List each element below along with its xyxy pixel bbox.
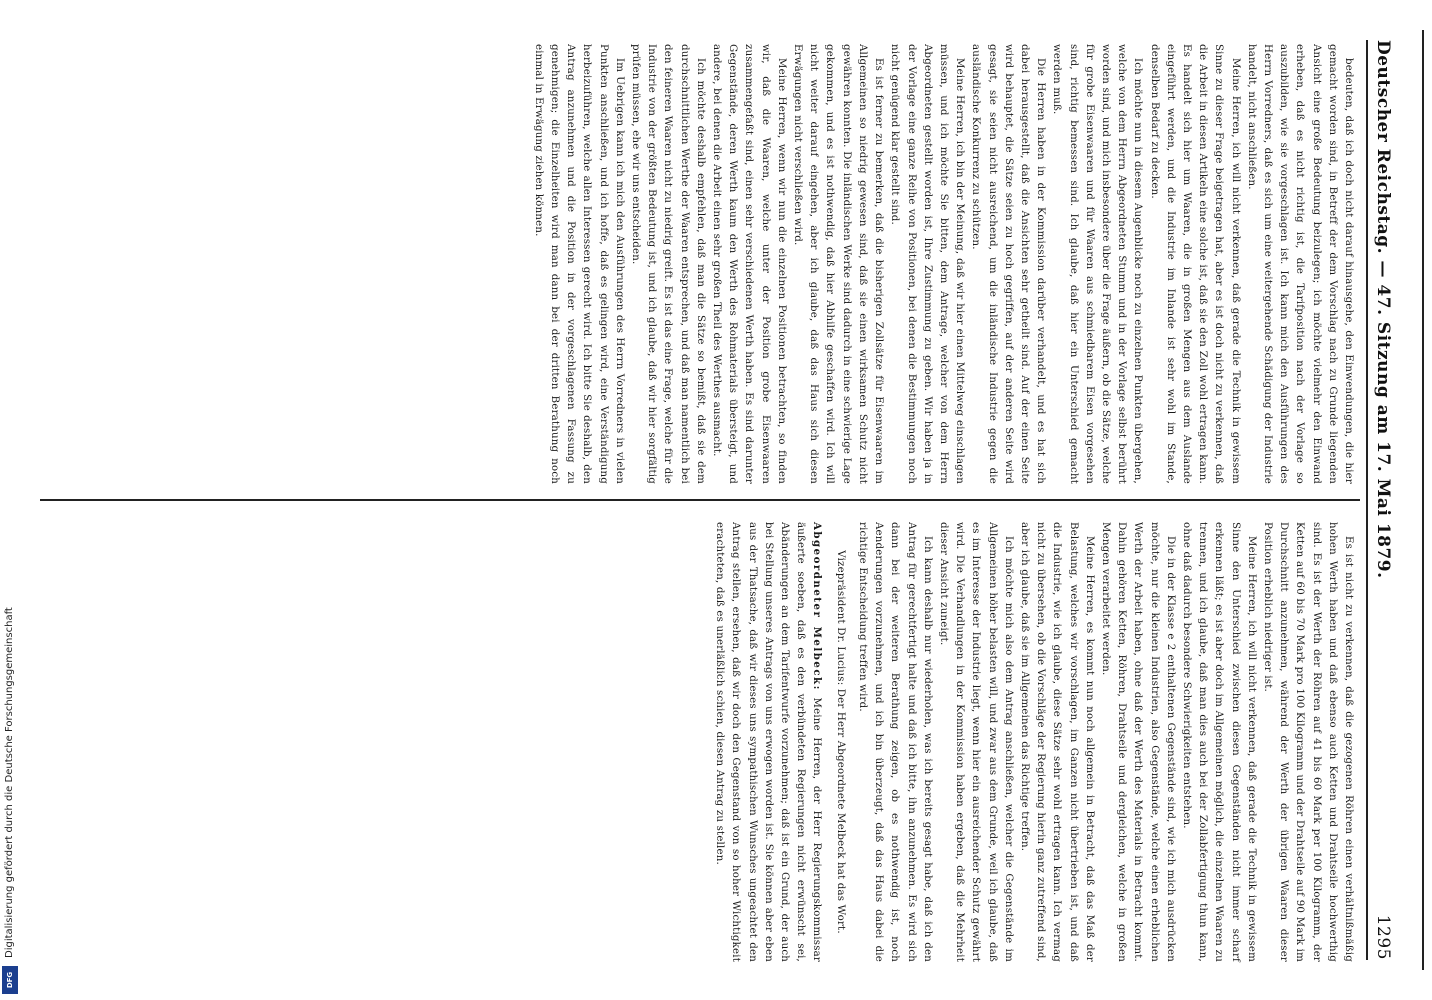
paragraph: Im Uebrigen kann ich mich den Ausführungen des Herrn Vorredners in vielen Punkten anschließen, und ich hoffe, daß es gelingen wird, eine Verständigung herbeizuführen, welche allen Interessen gerecht wird. Ich bitte Sie deshalb, den Antrag anzunehmen und die Position in der vorgeschlagenen Fassung zu genehmigen; die Einzelheiten wird man dann bei der dritten Berathung noch einmal in Erwägung ziehen können. [532, 44, 625, 484]
digitization-credit: Digitalisierung gefördert durch die Deutsche Forschungsgemeinschaft [4, 607, 15, 958]
paragraph: Ich möchte nun in diesem Augenblicke noch zu einzelnen Punkten übergehen, welche von dem Herrn Abgeordneten Stumm und in der Vorlage selbst berührt worden sind, und mich insbesondere über die Frage äußern, ob die Sätze, welche für grobe Eisenwaaren und für Waaren aus schmiedbarem Eisen vorgesehen sind, richtig bemessen sind. Ich glaube, daß hier ein Unterschied gemacht werden muß. [1051, 44, 1144, 484]
paragraph: Es ist ferner zu bemerken, daß die bisherigen Zollsätze für Eisenwaaren im Allgemeinen so niedrig gewesen sind, daß sie einen wirksamen Schutz nicht gewähren konnten. Die inländischen Werke sind dadurch in eine schwierige Lage gekommen, und es ist nothwendig, daß hier Abhilfe geschaffen wird. Ich will nicht weiter darauf eingehen, aber ich glaube, daß das Haus sich diesen Erwägungen nicht verschließen wird. [792, 44, 885, 484]
paragraph: Ich möchte mich also dem Antrag anschließen, welcher die Gegenstände im Allgemeinen höher belasten will, und zwar aus dem Grunde, weil ich glaube, daß es im Interesse der Industrie liegt, wenn hier ein ausreichender Schutz gewährt wird. Die Verhandlungen in der Kommission haben ergeben, daß die Mehrheit dieser Ansicht zuneigt. [937, 522, 1014, 962]
dfg-logo [2, 966, 18, 994]
paragraph: Es ist nicht zu verkennen, daß die gezogenen Röhren einen verhältnißmäßig hohen Werth haben und daß ebenso auch Ketten und Drahtseile hochwerthig sind. Es ist der Werth der Röhren auf 41 bis 60 Mark per 100 Kilogramm, der Ketten auf 60 bis 70 Mark pro 100 Kilogramm und der Drahtseile auf 90 Mark im Durchschnitt anzunehmen, während der Werth der übrigen Waaren dieser Position erheblich niedriger ist. [1261, 522, 1354, 962]
dfg-logo-text: DFG [6, 971, 14, 989]
president-line: Vizepräsident Dr. Lucius: Der Herr Abgeordnete Melbeck hat das Wort. [834, 550, 846, 934]
paragraph: Meine Herren, es kommt nun noch allgemein in Betracht, daß das Maß der Belastung, welches wir vorschlagen, im Ganzen nicht übertrieben ist, und daß die Industrie, wie ich glaube, diese Sätze sehr wohl ertragen kann. Ich vermag nicht zu übersehen, ob die Vorschläge der Regierung hierin ganz zutreffend sind, aber ich glaube, daß sie im Allgemeinen das Richtige treffen. [1018, 522, 1095, 962]
scan-edge-top [1422, 30, 1424, 970]
page-title: Deutscher Reichstag. — 47. Sitzung am 17. Mai 1879. [1373, 40, 1393, 579]
paragraph: Meine Herren, ich will nicht verkennen, daß gerade die Technik in gewissem Sinne den Unterschied zwischen diesen Gegenständen nicht immer scharf erkennen läßt; es ist aber doch im Allgemeinen möglich, die einzelnen Waaren zu trennen, und ich glaube, daß man dies auch bei der Zollabfertigung thun kann, ohne daß dadurch besondere Schwierigkeiten entstehen. [1180, 522, 1257, 962]
paragraph: Ich kann deshalb nur wiederholen, was ich bereits gesagt habe, daß ich den Antrag für gerechtfertigt halte und daß ich bitte, ihn anzunehmen. Es wird sich dann bei der weiteren Berathung zeigen, ob es nothwendig ist, noch Aenderungen vorzunehmen, und ich bin überzeugt, daß das Haus dabei die richtige Entscheidung treffen wird. [856, 522, 933, 962]
page-header [1366, 40, 1398, 960]
right-column [711, 522, 1356, 962]
speech-text: Meine Herren, der Herr Regierungskommissar äußerte soeben, daß es den verbündeten Regierungen nicht erwünscht sei, Abänderungen an dem Tarifentwurfe vorzunehmen; daß ist ein Grund, der auch bei Stellung unseres Antrags von uns erwogen worden ist. Sie können aber eben aus der Thatsache, daß wir dieses uns sympathischen Wunsches ungeachtet den Antrag stellen, ersehen, daß wir doch den Gegenstand von so hoher Wichtigkeit erachteten, daß es unerläßlich schien, diesen Antrag zu stellen. [714, 522, 823, 962]
paragraph: Die Herren haben in der Kommission darüber verhandelt, und es hat sich dabei herausgestellt, daß die Ansichten sehr getheilt sind. Auf der einen Seite wird behauptet, die Sätze seien zu hoch gegriffen, auf der anderen Seite wird gesagt, sie seien nicht ausreichend, um die inländische Industrie gegen die ausländische Konkurrenz zu schützen. [970, 44, 1047, 484]
paragraph: Meine Herren, ich will nicht verkennen, daß gerade die Technik in gewissem Sinne zu dieser Frage beigetragen hat, aber es ist doch nicht zu verkennen, daß die Arbeit in diesen Artikeln eine solche ist, daß sie den Zoll wohl ertragen kann. Es handelt sich hier um Waaren, die in großen Mengen aus dem Auslande eingeführt werden, und die Industrie im Inlande ist sehr wohl im Stande, denselben Bedarf zu decken. [1148, 44, 1241, 484]
speaker-name: Abgeordneter Melbeck: [811, 522, 824, 691]
paragraph: Meine Herren, ich bin der Meinung, daß wir hier einen Mittelweg einschlagen müssen, und ich möchte Sie bitten, dem Antrage, welcher von dem Herrn Abgeordneten gestellt worden ist, Ihre Zustimmung zu geben. Wir haben ja in der Vorlage eine ganze Reihe von Positionen, bei denen die Bestimmungen noch nicht genügend klar gestellt sind. [889, 44, 966, 484]
column-divider [40, 499, 1360, 501]
left-column [530, 44, 1356, 484]
speech-paragraph [711, 522, 825, 962]
paragraph: Meine Herren, wenn wir nun die einzelnen Positionen betrachten, so finden wir, daß die Waaren, welche unter der Position grobe Eisenwaaren zusammengefaßt sind, einen sehr verschiedenen Werth haben. Es sind darunter Gegenstände, deren Werth kaum den Werth des Rohmaterials übersteigt, und andere, bei denen die Arbeit einen sehr großen Theil des Werthes ausmacht. [711, 44, 787, 484]
page-number: 1295 [1373, 914, 1393, 960]
paragraph: bedeuten, daß ich doch nicht darauf hinausgehe, den Einwendungen, die hier gemacht worden sind, in Betreff der dem Vorschlag nach zu Grunde liegenden Ansicht eine große Bedeutung beizulegen; ich möchte vielmehr den Einwand erheben, daß es nicht richtig ist, die Tarifposition nach der Vorlage so auszubilden, wie sie vorgeschlagen ist. Ich kann mich den Ausführungen des Herrn Vorredners, daß es sich um eine weitergehende Schädigung der Industrie handelt, nicht anschließen. [1245, 44, 1354, 484]
paragraph: Die in der Klasse e 2 enthaltenen Gegenstände sind, wie ich mich ausdrücken möchte, nur die kleinen Industrien, also Gegenstände, welche einen erheblichen Werth der Arbeit haben, ohne daß der Werth des Materials in Betracht kommt. Dahin gehören Ketten, Röhren, Drahtseile und dergleichen, welche in großen Mengen verarbeitet werden. [1099, 522, 1176, 962]
paragraph: Ich möchte deshalb empfehlen, daß man die Sätze so bemißt, daß sie dem durchschnittlichen Werthe der Waaren entsprechen, und daß man namentlich bei den feineren Waaren nicht zu niedrig greift. Es ist das eine Frage, welche für die Industrie von der größten Bedeutung ist, und ich glaube, daß wir hier sorgfältig prüfen müssen, ehe wir uns entscheiden. [630, 44, 706, 484]
